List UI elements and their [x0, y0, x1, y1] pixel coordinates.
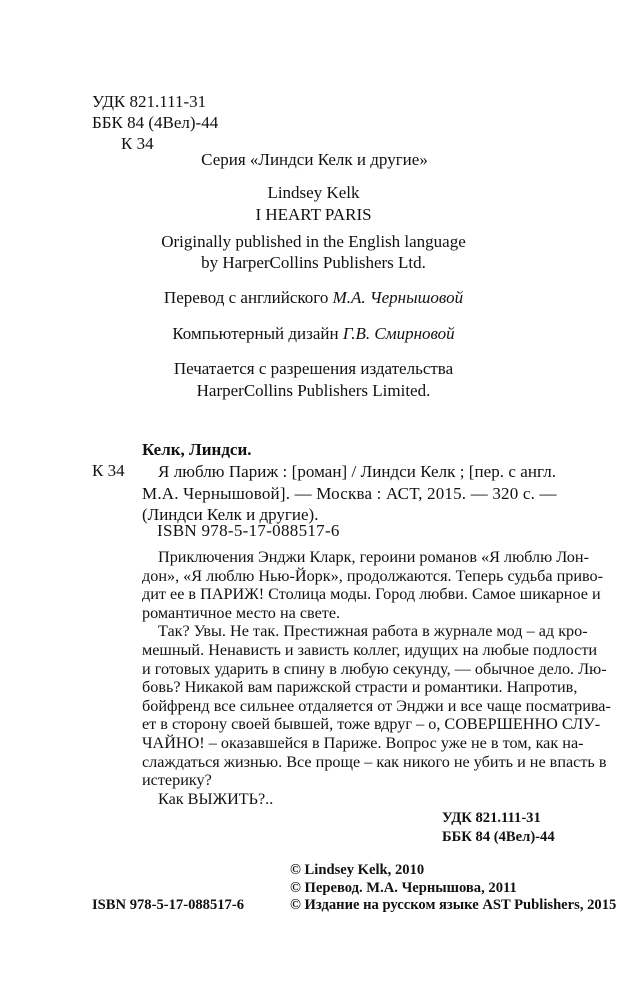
design-credit [0, 324, 619, 344]
annotation-p2-line-9: истерику? [142, 771, 212, 790]
copyright-translation: © Перевод. М.А. Чернышова, 2011 [290, 879, 517, 896]
catalog-entry [142, 461, 562, 526]
catalog-entry-line-2: М.А. Чернышовой]. — Москва : АСТ, 2015. — 320 с. — [142, 483, 557, 503]
designer-name: Г.В. Смирновой [342, 324, 455, 343]
annotation-p2-line-1: Так? Увы. Не так. Престижная работа в журнале мод – ад кро- [158, 622, 588, 641]
original-author: Lindsey Kelk [267, 183, 360, 202]
annotation-p2-line-3: и готовых ударить в спину в любую секунду, — обычное дело. Лю- [142, 659, 607, 678]
copyright-edition: © Издание на русском языке AST Publishers, 2015 [290, 897, 617, 913]
series-line: Серия «Линдси Келк и другие» [201, 150, 428, 169]
annotation-p1-line-4: романтичное место на свете. [142, 603, 341, 622]
catalog-entry-line-3: (Линдси Келк и другие). [142, 505, 319, 524]
bbk-code: ББК 84 (4Вел)-44 [92, 113, 219, 132]
annotation-p2-line-7: ЧАЙНО! – оказавшейся в Париже. Вопрос уже не в том, как на- [142, 733, 584, 752]
original-published-line-2: by HarperCollins Publishers Ltd. [201, 253, 426, 272]
footer-bbk: ББК 84 (4Вел)-44 [442, 829, 555, 845]
catalog-isbn: ISBN 978-5-17-088517-6 [157, 521, 340, 540]
footer-udk: УДК 821.111-31 [442, 810, 541, 826]
annotation-p1-line-1: Приключения Энджи Кларк, героини романов «Я люблю Лон- [158, 548, 589, 566]
design-label: Компьютерный дизайн [172, 324, 339, 343]
permission-line-1: Печатается с разрешения издательства [173, 359, 454, 378]
annotation-p2-line-6: ет в сторону своей бывшей, тоже вдруг – о, СОВЕРШЕННО СЛУ- [142, 715, 601, 734]
copyright-author: © Lindsey Kelk, 2010 [290, 862, 425, 878]
catalog-mark: К 34 [92, 461, 125, 480]
copyright-block [290, 862, 616, 915]
permission-line-2: HarperCollins Publishers Limited. [196, 381, 431, 400]
annotation-p2-line-5: бойфренд все сильнее отдаляется от Энджи и все чаще посматрива- [142, 696, 611, 715]
original-title: I HEART PARIS [255, 205, 372, 224]
annotation-p2-line-2: мешный. Ненависть и зависть коллег, идущих на любые подлости [142, 640, 598, 659]
annotation-p2-line-8: слаждаться жизнью. Все проще – как никого не убить и не впасть в [142, 752, 607, 771]
annotation-p1-line-3: дит ее в ПАРИЖ! Столица моды. Город любви. Самое шикарное и [142, 585, 601, 604]
udk-code: УДК 821.111-31 [92, 92, 207, 111]
catalog-heading: Келк, Линдси. [142, 440, 252, 459]
annotation [142, 548, 611, 808]
original-published-line-1: Originally published in the English language [161, 232, 466, 251]
translator-name: М.А. Чернышовой [332, 288, 464, 307]
catalog-entry-line-1: Я люблю Париж : [роман] / Линдси Келк ; [пер. с англ. [158, 462, 557, 481]
annotation-p3: Как ВЫЖИТЬ?.. [158, 789, 274, 808]
annotation-p1-line-2: дон», «Я люблю Нью-Йорк», продолжаются. Теперь судьба приво- [142, 566, 604, 585]
footer-isbn: ISBN 978-5-17-088517-6 [92, 897, 245, 913]
annotation-p2-line-4: бовь? Никакой вам парижской страсти и романтики. Напротив, [142, 678, 578, 697]
translation-label: Перевод с английского [163, 288, 329, 307]
translation-credit [0, 288, 619, 308]
author-mark: К 34 [121, 134, 154, 153]
